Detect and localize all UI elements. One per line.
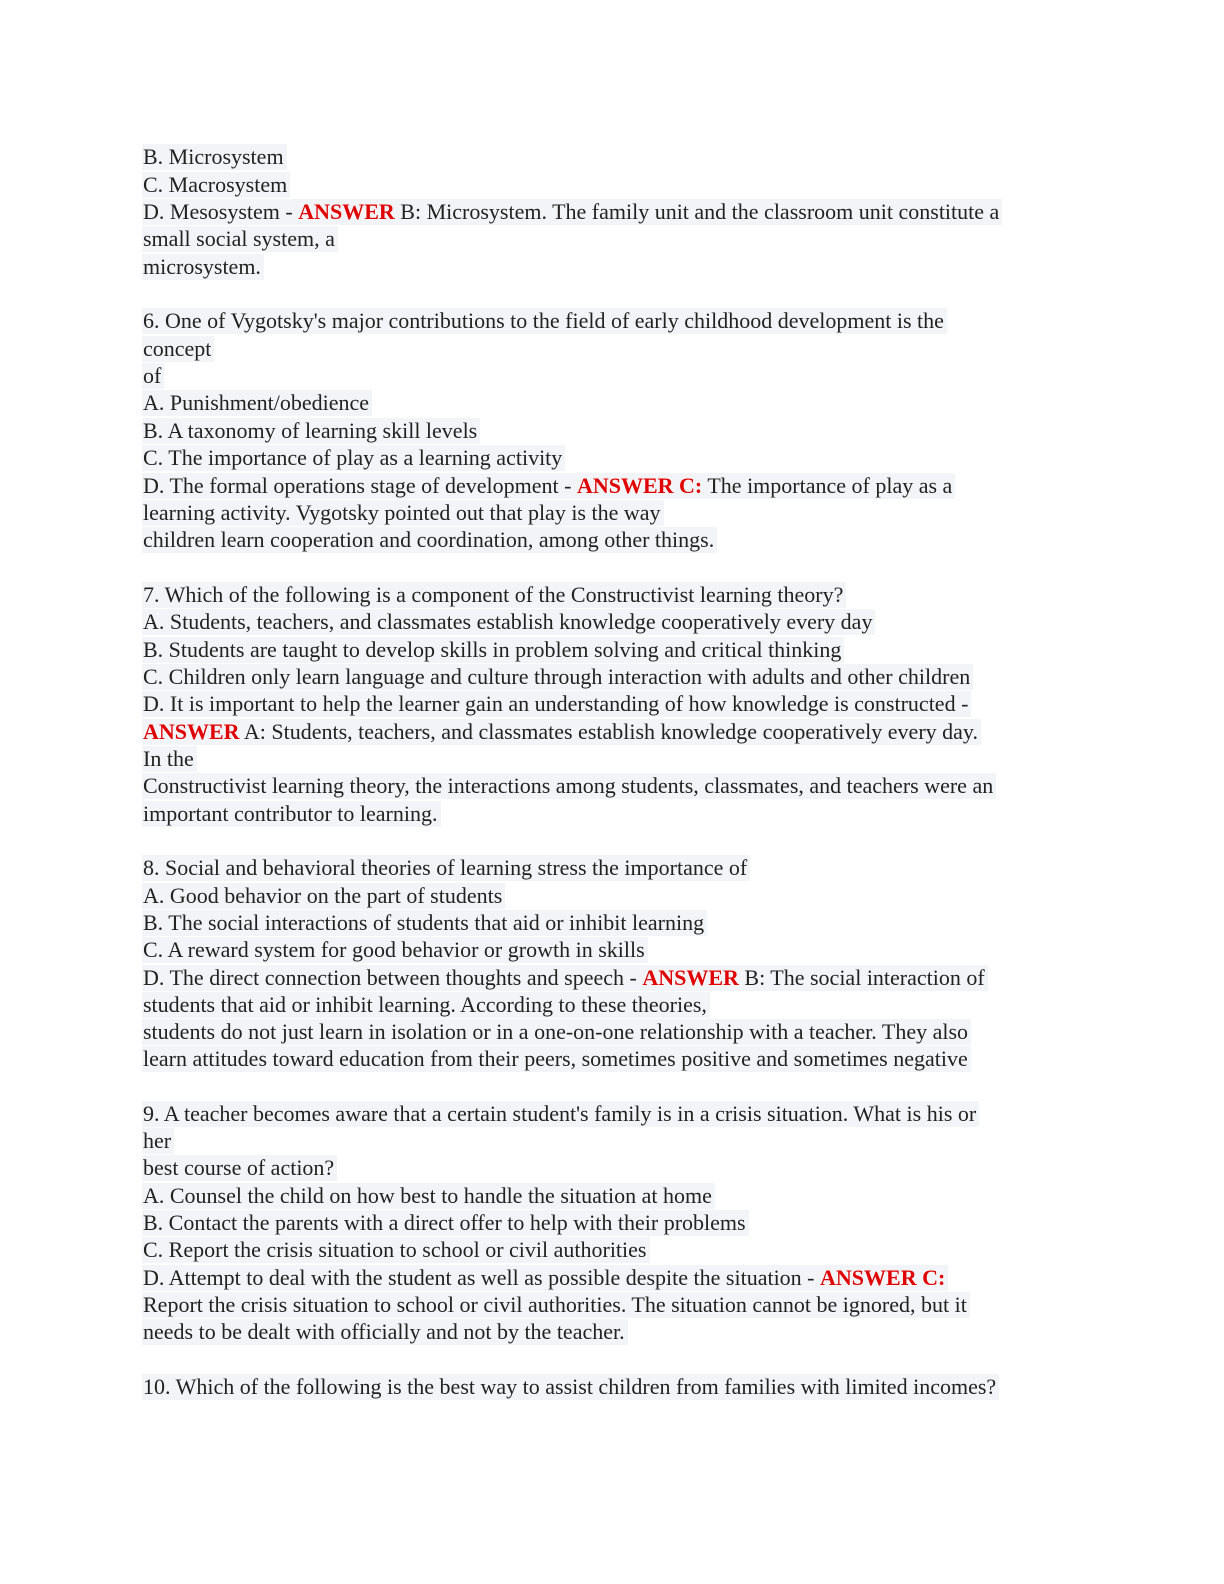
line-text: D. The direct connection between thoughts and speech -	[143, 965, 643, 990]
option-line: B. Contact the parents with a direct offer to help with their problems	[142, 1210, 749, 1236]
text-line: learning activity. Vygotsky pointed out that play is the way	[142, 500, 664, 526]
option-line: A. Counsel the child on how best to handle the situation at home	[142, 1183, 715, 1209]
text-line: learn attitudes toward education from their peers, sometimes positive and sometimes negative	[142, 1046, 971, 1072]
line-text: D. Mesosystem -	[143, 199, 299, 224]
answer-line	[142, 719, 981, 745]
option-line: C. A reward system for good behavior or growth in skills	[142, 937, 648, 963]
option-line: C. The importance of play as a learning activity	[142, 445, 565, 471]
text-line: her	[142, 1128, 174, 1154]
text-line: small social system, a	[142, 226, 338, 252]
option-line: A. Good behavior on the part of students	[142, 883, 505, 909]
answer-explanation: The importance of play as a	[702, 473, 953, 498]
answer-line	[142, 965, 988, 991]
option-line: B. Students are taught to develop skills in problem solving and critical thinking	[142, 637, 844, 663]
text-line: Report the crisis situation to school or civil authorities. The situation cannot be ignored, but it	[142, 1292, 970, 1318]
answer-line	[142, 199, 1002, 225]
option-line: D. It is important to help the learner gain an understanding of how knowledge is constructed -	[142, 691, 971, 717]
answer-line	[142, 473, 955, 499]
question-9: 9. A teacher becomes aware that a certain student's family is in a crisis situation. What is his or	[142, 1101, 979, 1127]
text-line: needs to be dealt with officially and not by the teacher.	[142, 1319, 628, 1345]
line-text: D. The formal operations stage of development -	[143, 473, 577, 498]
text-line: of	[142, 363, 164, 389]
text-line: students that aid or inhibit learning. According to these theories,	[142, 992, 710, 1018]
text-line: children learn cooperation and coordination, among other things.	[142, 527, 717, 553]
option-line: C. Children only learn language and culture through interaction with adults and other children	[142, 664, 973, 690]
option-line: C. Report the crisis situation to school or civil authorities	[142, 1237, 650, 1263]
question-6: 6. One of Vygotsky's major contributions to the field of early childhood development is the	[142, 308, 947, 334]
text-line: concept	[142, 336, 214, 362]
question-7: 7. Which of the following is a component of the Constructivist learning theory?	[142, 582, 846, 608]
answer-label: ANSWER	[298, 199, 395, 224]
answer-label: ANSWER	[642, 965, 739, 990]
text-line: Constructivist learning theory, the interactions among students, classmates, and teachers were an	[142, 773, 996, 799]
option-line: A. Punishment/obedience	[142, 390, 372, 416]
answer-label: ANSWER C:	[576, 473, 703, 498]
answer-explanation: B: Microsystem. The family unit and the classroom unit constitute a	[394, 199, 1000, 224]
answer-label: ANSWER C:	[820, 1265, 946, 1290]
answer-line	[142, 1265, 948, 1291]
text-line: In the	[142, 746, 197, 772]
text-line: C. Macrosystem	[142, 172, 290, 198]
text-line: important contributor to learning.	[142, 801, 441, 827]
question-10: 10. Which of the following is the best way to assist children from families with limited incomes?	[142, 1374, 999, 1400]
answer-explanation: A: Students, teachers, and classmates establish knowledge cooperatively every day.	[239, 719, 978, 744]
text-line: best course of action?	[142, 1155, 337, 1181]
line-text: D. Attempt to deal with the student as well as possible despite the situation -	[143, 1265, 821, 1290]
text-line: B. Microsystem	[142, 144, 287, 170]
answer-label: ANSWER	[143, 719, 240, 744]
text-line: students do not just learn in isolation or in a one-on-one relationship with a teacher. They also	[142, 1019, 971, 1045]
option-line: A. Students, teachers, and classmates establish knowledge cooperatively every day	[142, 609, 875, 635]
option-line: B. The social interactions of students that aid or inhibit learning	[142, 910, 707, 936]
answer-explanation: B: The social interaction of	[738, 965, 985, 990]
question-8: 8. Social and behavioral theories of learning stress the importance of	[142, 855, 750, 881]
text-line: microsystem.	[142, 254, 264, 280]
option-line: B. A taxonomy of learning skill levels	[142, 418, 480, 444]
